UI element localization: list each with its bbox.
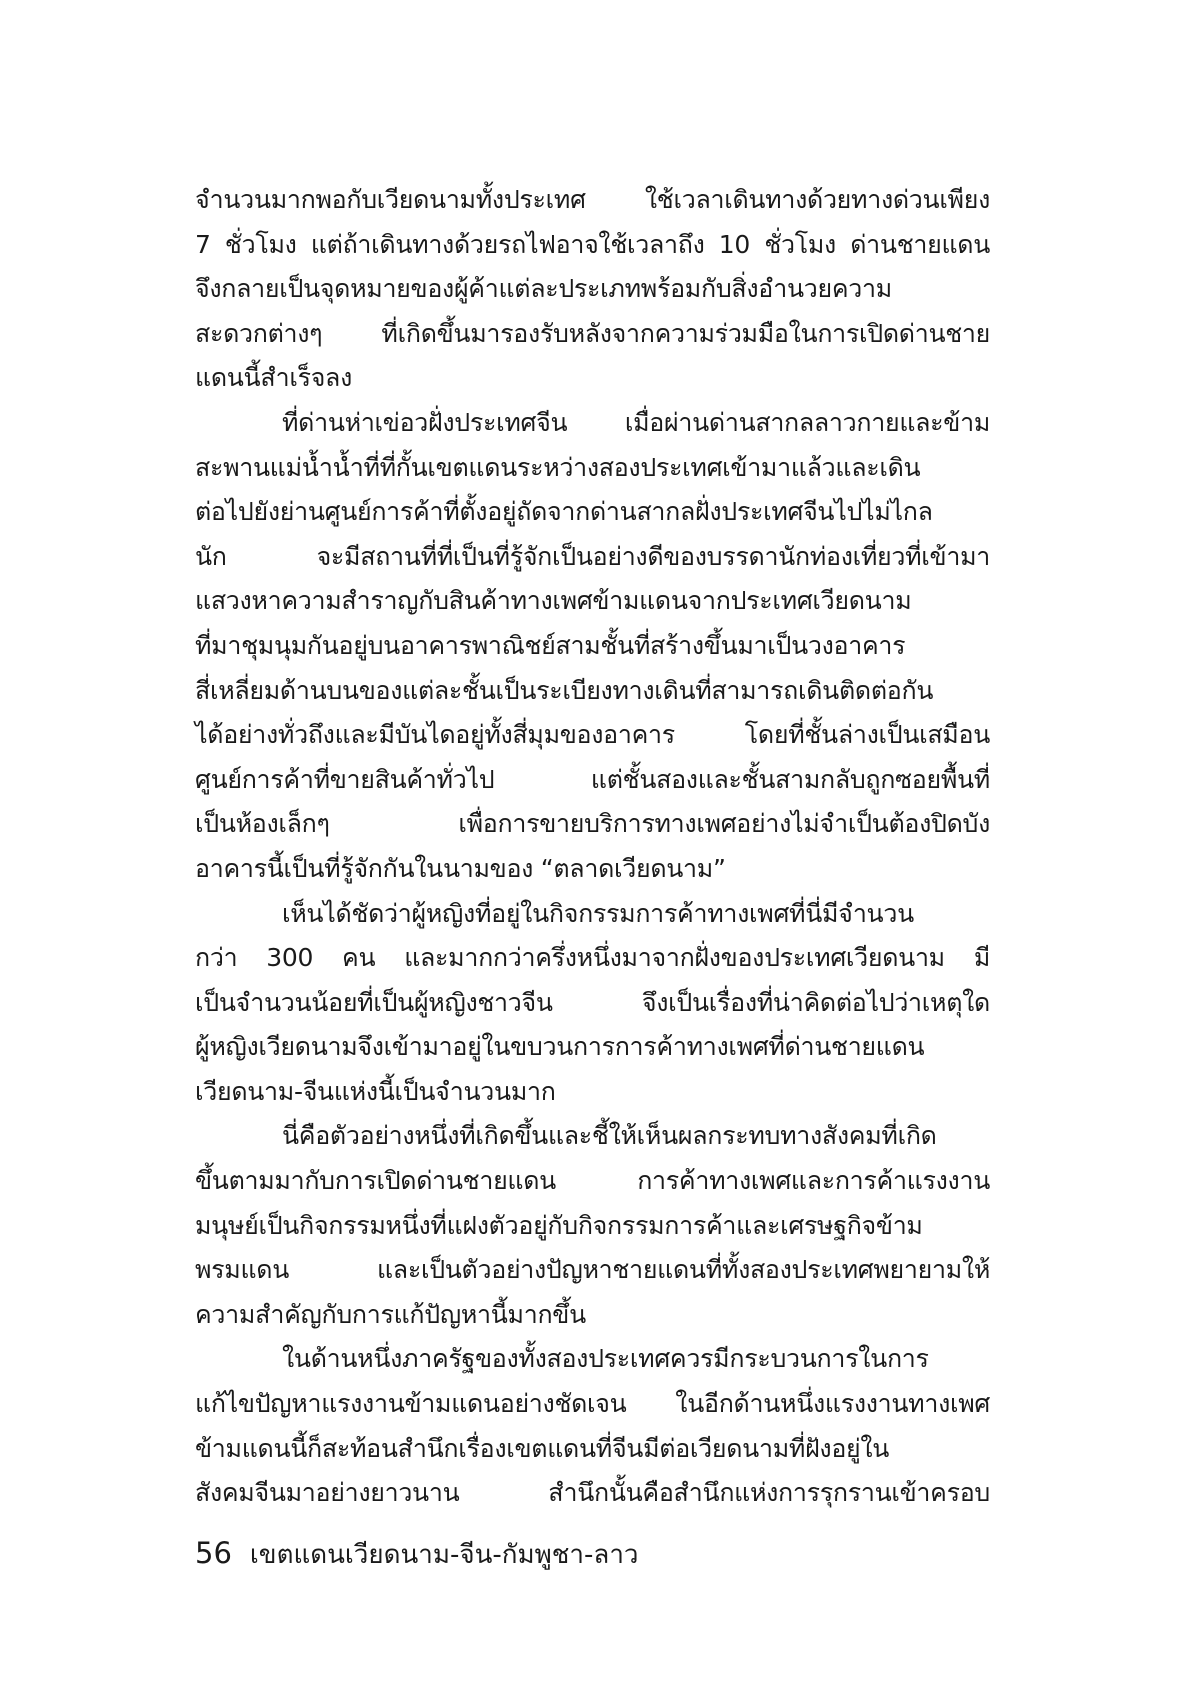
text-line: ผู้หญิงเวียดนามจึงเข้ามาอยู่ในขบวนการการค้าทางเพศที่ด่านชายแดน <box>195 1032 925 1062</box>
text-line: แสวงหาความสำราญกับสินค้าทางเพศข้ามแดนจากประเทศเวียดนาม <box>195 586 912 616</box>
text-line: จึงกลายเป็นจุดหมายของผู้ค้าแต่ละประเภทพร้อมกับสิ่งอำนวยความ <box>195 274 892 304</box>
text-line: จำนวนมากพอกับเวียดนามทั้งประเทศ ใช้เวลาเดินทางด้วยทางด่วนเพียง <box>195 185 990 214</box>
text-line: ที่มาชุมนุมกันอยู่บนอาคารพาณิชย์สามชั้นที่สร้างขึ้นมาเป็นวงอาคาร <box>195 630 906 660</box>
text-line: มนุษย์เป็นกิจกรรมหนึ่งที่แฝงตัวอยู่กับกิจกรรมการค้าและเศรษฐกิจข้าม <box>195 1210 923 1240</box>
text-line: ต่อไปยังย่านศูนย์การค้าที่ตั้งอยู่ถัดจากด่านสากลฝั่งประเทศจีนไปไม่ไกล <box>195 497 933 527</box>
text-line: เห็นได้ชัดว่าผู้หญิงที่อยู่ในกิจกรรมการค้าทางเพศที่นี่มีจำนวน <box>282 898 914 928</box>
body-text <box>195 178 990 1516</box>
text-line: เป็นห้องเล็กๆ เพื่อการขายบริการทางเพศอย่างไม่จำเป็นต้องปิดบัง <box>195 809 990 839</box>
page-footer <box>195 1535 639 1573</box>
text-line: สะพานแม่น้ำน้ำที่ที่กั้นเขตแดนระหว่างสองประเทศเข้ามาแล้วและเดิน <box>195 452 921 482</box>
page-number: 56 <box>195 1536 232 1570</box>
text-line: ได้อย่างทั่วถึงและมีบันไดอยู่ทั้งสี่มุมของอาคาร โดยที่ชั้นล่างเป็นเสมือน <box>195 720 990 750</box>
text-line: สังคมจีนมาอย่างยาวนาน สำนึกนั้นคือสำนึกแห่งการรุกรานเข้าครอบ <box>195 1478 990 1508</box>
text-line: ความสำคัญกับการแก้ปัญหานี้มากขึ้น <box>195 1299 586 1329</box>
text-line: ในด้านหนึ่งภาครัฐของทั้งสองประเทศควรมีกระบวนการในการ <box>282 1344 929 1374</box>
text-line: เวียดนาม-จีนแห่งนี้เป็นจำนวนมาก <box>195 1076 556 1106</box>
text-line: เป็นจำนวนน้อยที่เป็นผู้หญิงชาวจีน จึงเป็นเรื่องที่น่าคิดต่อไปว่าเหตุใด <box>195 987 990 1017</box>
text-line: ขึ้นตามมากับการเปิดด่านชายแดน การค้าทางเพศและการค้าแรงงาน <box>195 1166 990 1196</box>
text-line: ที่ด่านห่าเข่อวฝั่งประเทศจีน เมื่อผ่านด่านสากลลาวกายและข้าม <box>282 407 990 437</box>
text-line: อาคารนี้เป็นที่รู้จักกันในนามของ “ตลาดเวียดนาม” <box>195 853 726 883</box>
text-line: แดนนี้สำเร็จลง <box>195 363 352 393</box>
text-line: 7 ชั่วโมง แต่ถ้าเดินทางด้วยรถไฟอาจใช้เวลาถึง 10 ชั่วโมง ด่านชายแดน <box>195 229 990 259</box>
text-line: แก้ไขปัญหาแรงงานข้ามแดนอย่างชัดเจน ในอีกด้านหนึ่งแรงงานทางเพศ <box>195 1389 990 1419</box>
text-line: นี่คือตัวอย่างหนึ่งที่เกิดขึ้นและชี้ให้เห็นผลกระทบทางสังคมที่เกิด <box>282 1121 937 1151</box>
text-line: นัก จะมีสถานที่ที่เป็นที่รู้จักเป็นอย่างดีของบรรดานักท่องเที่ยวที่เข้ามา <box>195 541 990 571</box>
text-line: สี่เหลี่ยมด้านบนของแต่ละชั้นเป็นระเบียงทางเดินที่สามารถเดินติดต่อกัน <box>195 675 934 705</box>
text-line: กว่า 300 คน และมากกว่าครึ่งหนึ่งมาจากฝั่งของประเทศเวียดนาม มี <box>195 943 990 973</box>
running-title: เขตแดนเวียดนาม-จีน-กัมพูชา-ลาว <box>249 1540 639 1570</box>
text-line: ข้ามแดนนี้ก็สะท้อนสำนึกเรื่องเขตแดนที่จีนมีต่อเวียดนามที่ฝังอยู่ใน <box>195 1433 890 1463</box>
text-line: ศูนย์การค้าที่ขายสินค้าทั่วไป แต่ชั้นสองและชั้นสามกลับถูกซอยพื้นที่ <box>195 764 990 794</box>
text-line: สะดวกต่างๆ ที่เกิดขึ้นมารองรับหลังจากความร่วมมือในการเปิดด่านชาย <box>195 318 990 348</box>
text-line: พรมแดน และเป็นตัวอย่างปัญหาชายแดนที่ทั้งสองประเทศพยายามให้ <box>195 1255 990 1285</box>
